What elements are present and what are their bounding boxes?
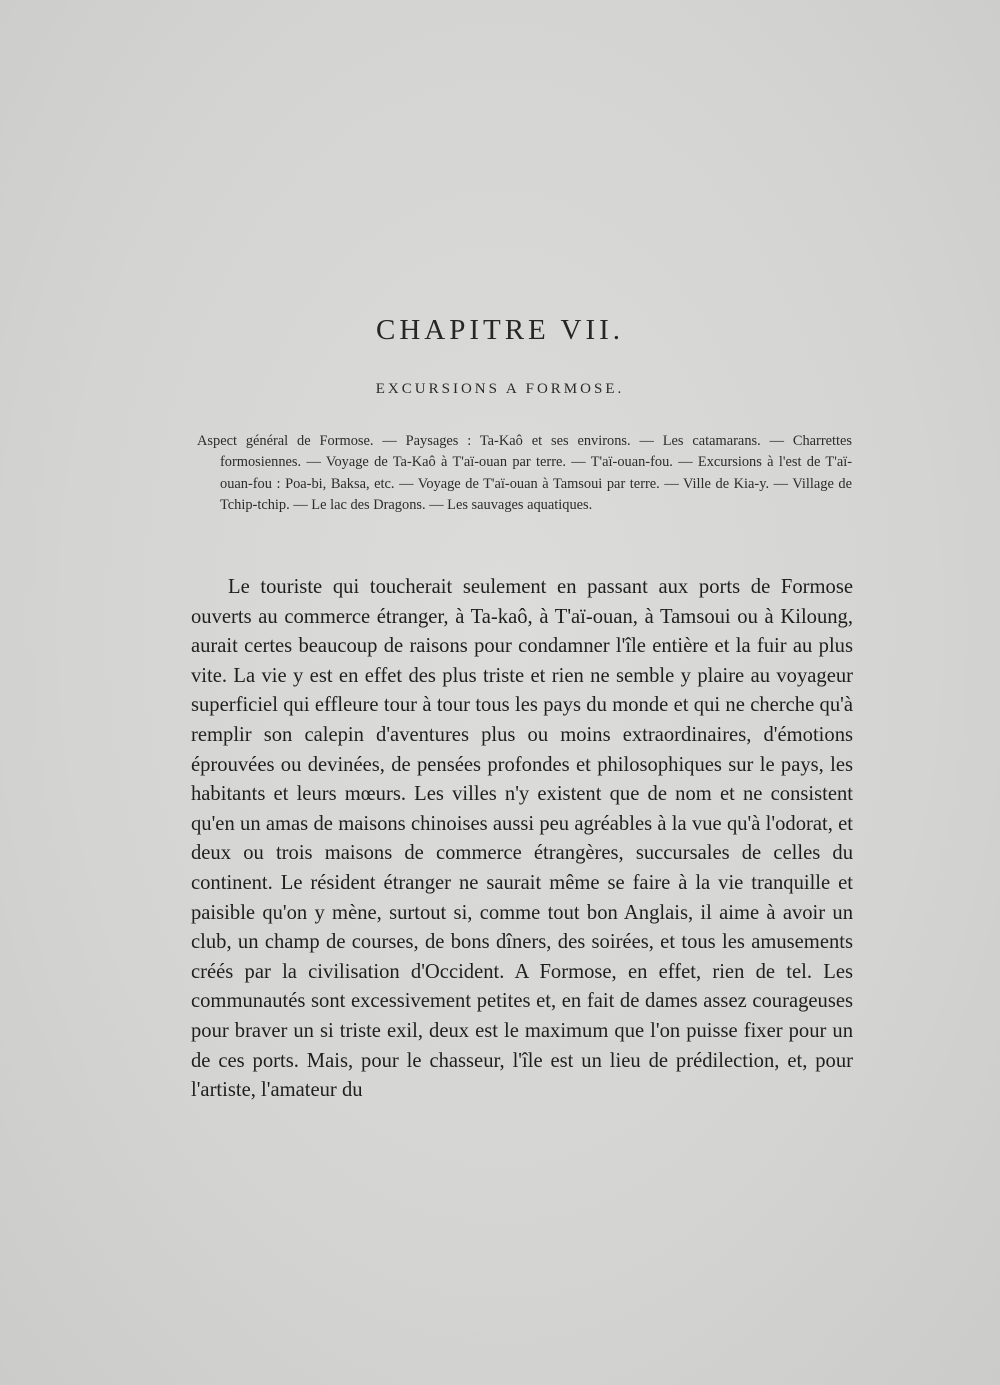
- body-paragraph: Le touriste qui toucherait seulement en passant aux ports de Formose ouverts au commerce étranger, à Ta-kaô, à T'aï-ouan, à Tamsoui ou à Kiloung, aurait certes beaucoup de raisons pour condamner l'île entière et la fuir au plus vite. La vie y est en effet des plus triste et rien ne semble y plaire au voyageur superficiel qui effleure tour à tour tous les pays du monde et qui ne cherche qu'à remplir son calepin d'aventures plus ou moins extraordinaires, d'émotions éprouvées ou devinées, de pensées profondes et philosophiques sur le pays, les habitants et leurs mœurs. Les villes n'y existent que de nom et ne consistent qu'en un amas de maisons chinoises aussi peu agréables à la vue qu'à l'odorat, et deux ou trois maisons de commerce étrangères, succursales de celles du continent. Le résident étranger ne saurait même se faire à la vie tranquille et paisible qu'on y mène, surtout si, comme tout bon Anglais, il aime à avoir un club, un champ de courses, de bons dîners, des soirées, et tous les amusements créés par la civilisation d'Occident. A Formose, en effet, rien de tel. Les communautés sont excessivement petites et, en fait de dames assez courageuses pour braver un si triste exil, deux est le maximum que l'on puisse fixer pour un de ces ports. Mais, pour le chasseur, l'île est un lieu de prédilection, et, pour l'artiste, l'amateur du: [191, 576, 853, 1102]
- chapter-subtitle: EXCURSIONS A FORMOSE.: [375, 381, 625, 397]
- chapter-summary: Aspect général de Formose. — Paysages : Ta-Kaô et ses environs. — Les catamarans. — Charrettes formosiennes. — Voyage de Ta-Kaô à T'aï-ouan par terre. — T'aï-ouan-fou. — Excursions à l'est de T'aï-ouan-fou : Poa-bi, Baksa, etc. — Voyage de T'aï-ouan à Tamsoui par terre. — Ville de Kia-y. — Village de Tchip-tchip. — Le lac des Dragons. — Les sauvages aquatiques.: [197, 433, 852, 513]
- chapter-title: CHAPITRE VII.: [375, 314, 625, 346]
